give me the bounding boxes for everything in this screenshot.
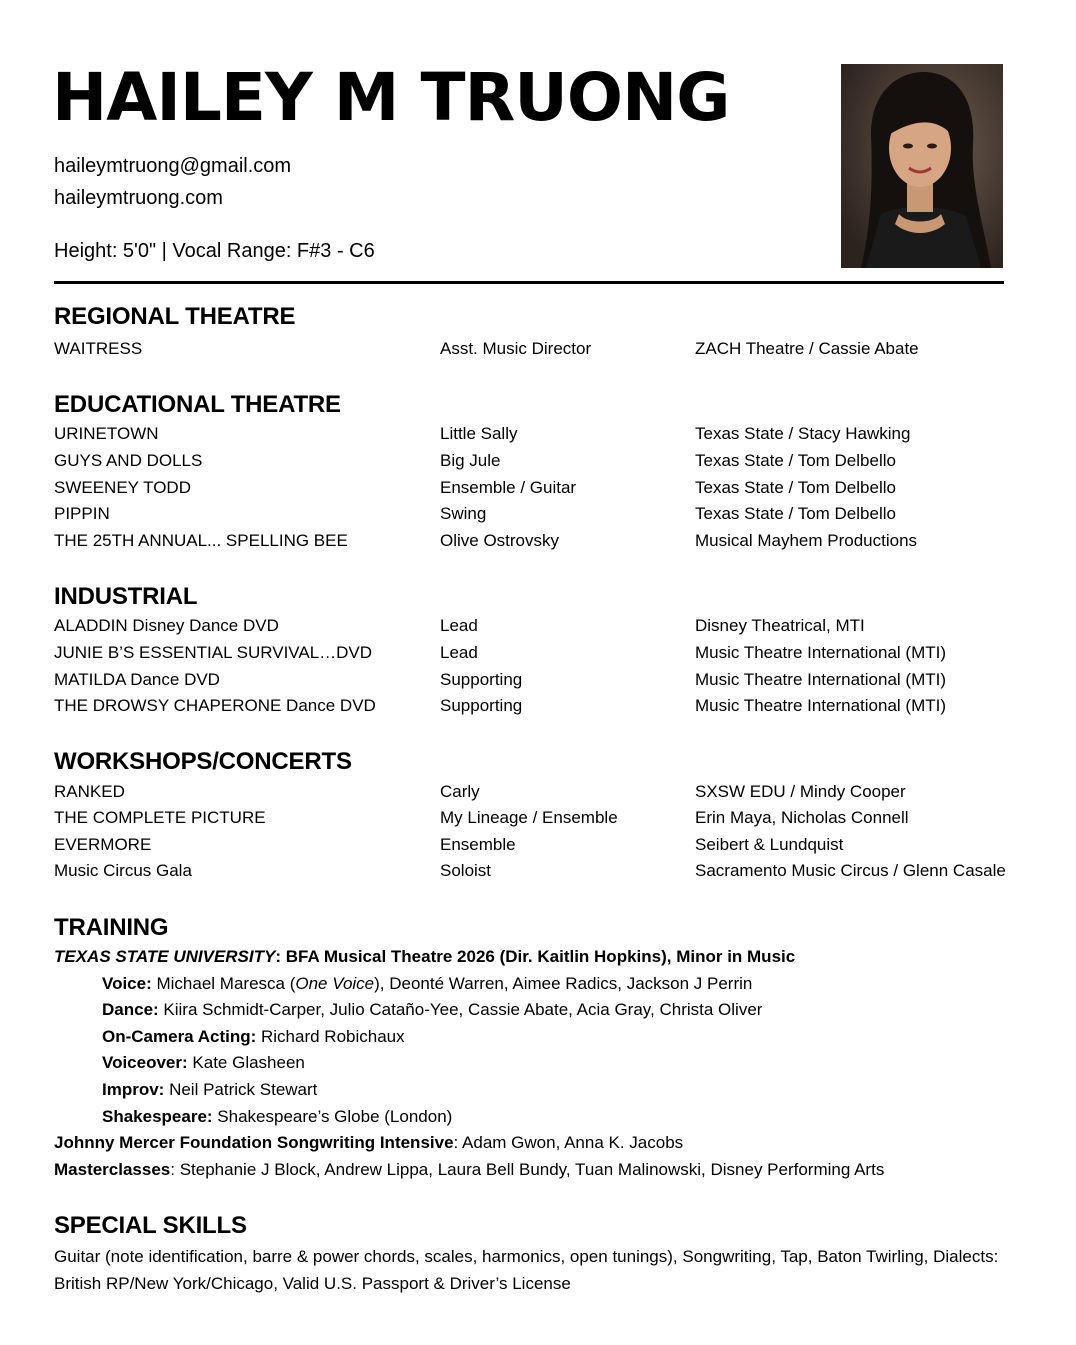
degree-text: : BFA Musical Theatre 2026 (Dir. Kaitlin Hopkins), Minor in Music xyxy=(275,947,796,966)
company: ZACH Theatre / Cassie Abate xyxy=(695,339,919,358)
shakespeare-label: Shakespeare: xyxy=(102,1107,213,1126)
mercer-label: Johnny Mercer Foundation Songwriting Intensive xyxy=(54,1133,454,1152)
section-heading-skills: SPECIAL SKILLS xyxy=(54,1212,247,1239)
table-row xyxy=(0,449,1076,473)
training-shakespeare xyxy=(102,1105,452,1129)
improv-label: Improv: xyxy=(102,1080,165,1099)
company: Texas State / Tom Delbello xyxy=(695,504,896,523)
table-row xyxy=(0,476,1076,500)
table-row xyxy=(0,694,1076,718)
role: My Lineage / Ensemble xyxy=(440,808,618,827)
section-heading-workshops: WORKSHOPS/CONCERTS xyxy=(54,748,352,775)
section-heading-industrial: INDUSTRIAL xyxy=(54,583,198,610)
company: SXSW EDU / Mindy Cooper xyxy=(695,782,906,801)
table-row xyxy=(0,529,1076,553)
voiceover-teachers: Kate Glasheen xyxy=(187,1053,305,1072)
role: Swing xyxy=(440,504,487,523)
university-name: TEXAS STATE UNIVERSITY xyxy=(54,947,276,966)
voice-teachers-pre: Michael Maresca ( xyxy=(151,974,296,993)
table-row xyxy=(0,337,1076,361)
role: Supporting xyxy=(440,670,523,689)
role: Big Jule xyxy=(440,451,501,470)
header-divider xyxy=(54,281,1004,284)
masterclasses-label: Masterclasses xyxy=(54,1160,171,1179)
show-title: THE COMPLETE PICTURE xyxy=(54,808,266,827)
company: Disney Theatrical, MTI xyxy=(695,616,865,635)
special-skills-text: Guitar (note identification, barre & power chords, scales, harmonics, open tunings), Songwriting, Tap, Baton Twirling, Dialects: British RP/New York/Chicago, Valid U.S. Passport & Driver’s License xyxy=(54,1247,999,1293)
company: Erin Maya, Nicholas Connell xyxy=(695,808,909,827)
headshot-photo xyxy=(841,64,1003,268)
height-vocal-range: Height: 5'0" | Vocal Range: F#3 - C6 xyxy=(54,240,375,262)
headshot-illustration xyxy=(841,64,1003,268)
training-voice xyxy=(102,972,752,996)
show-title: THE 25TH ANNUAL... SPELLING BEE xyxy=(54,531,348,550)
show-title: JUNIE B’S ESSENTIAL SURVIVAL…DVD xyxy=(54,643,373,662)
company: Music Theatre International (MTI) xyxy=(695,696,946,715)
show-title: ALADDIN Disney Dance DVD xyxy=(54,616,279,635)
dance-label: Dance: xyxy=(102,1000,159,1019)
role: Ensemble xyxy=(440,835,516,854)
mercer-teachers: : Adam Gwon, Anna K. Jacobs xyxy=(453,1133,684,1152)
company: Texas State / Tom Delbello xyxy=(695,451,896,470)
role: Carly xyxy=(440,782,480,801)
show-title: THE DROWSY CHAPERONE Dance DVD xyxy=(54,696,376,715)
table-row xyxy=(0,641,1076,665)
company: Texas State / Tom Delbello xyxy=(695,478,896,497)
role: Supporting xyxy=(440,696,523,715)
role: Ensemble / Guitar xyxy=(440,478,577,497)
voiceover-label: Voiceover: xyxy=(102,1053,188,1072)
role: Soloist xyxy=(440,861,492,880)
training-camera xyxy=(102,1025,405,1049)
training-dance xyxy=(102,998,762,1022)
show-title: Music Circus Gala xyxy=(54,861,192,880)
shakespeare-teachers: Shakespeare’s Globe (London) xyxy=(212,1107,453,1126)
show-title: EVERMORE xyxy=(54,835,152,854)
training-improv xyxy=(102,1078,317,1102)
section-heading-training: TRAINING xyxy=(54,914,169,941)
table-row xyxy=(0,806,1076,830)
section-heading-regional: REGIONAL THEATRE xyxy=(54,303,296,330)
camera-label: On-Camera Acting: xyxy=(102,1027,257,1046)
company: Music Theatre International (MTI) xyxy=(695,670,946,689)
table-row xyxy=(0,502,1076,526)
improv-teachers: Neil Patrick Stewart xyxy=(164,1080,318,1099)
company: Musical Mayhem Productions xyxy=(695,531,918,550)
show-title: WAITRESS xyxy=(54,339,143,358)
show-title: GUYS AND DOLLS xyxy=(54,451,203,470)
show-title: URINETOWN xyxy=(54,424,159,443)
show-title: MATILDA Dance DVD xyxy=(54,670,220,689)
voice-teachers-italic: One Voice xyxy=(295,974,375,993)
voice-teachers-post: ), Deonté Warren, Aimee Radics, Jackson J Perrin xyxy=(374,974,753,993)
table-row xyxy=(0,833,1076,857)
email-text: haileymtruong@gmail.com xyxy=(54,155,292,177)
show-title: PIPPIN xyxy=(54,504,110,523)
show-title: SWEENEY TODD xyxy=(54,478,191,497)
role: Asst. Music Director xyxy=(440,339,592,358)
training-masterclasses xyxy=(54,1158,884,1182)
voice-label: Voice: xyxy=(102,974,152,993)
table-row xyxy=(0,668,1076,692)
table-row xyxy=(0,780,1076,804)
role: Lead xyxy=(440,643,478,662)
table-row xyxy=(0,859,1076,883)
camera-teachers: Richard Robichaux xyxy=(256,1027,405,1046)
training-university xyxy=(54,945,795,969)
company: Seibert & Lundquist xyxy=(695,835,844,854)
company: Music Theatre International (MTI) xyxy=(695,643,946,662)
role: Lead xyxy=(440,616,478,635)
website-text: haileymtruong.com xyxy=(54,187,223,209)
section-heading-educational: EDUCATIONAL THEATRE xyxy=(54,391,341,418)
training-voiceover xyxy=(102,1051,305,1075)
dance-teachers: Kiira Schmidt-Carper, Julio Cataño-Yee, Cassie Abate, Acia Gray, Christa Oliver xyxy=(158,1000,763,1019)
table-row xyxy=(0,422,1076,446)
company: Texas State / Stacy Hawking xyxy=(695,424,911,443)
resume-name: HAILEY M TRUONG xyxy=(52,59,730,136)
role: Little Sally xyxy=(440,424,518,443)
masterclasses-teachers: : Stephanie J Block, Andrew Lippa, Laura Bell Bundy, Tuan Malinowski, Disney Performing Arts xyxy=(170,1160,885,1179)
company: Sacramento Music Circus / Glenn Casale xyxy=(695,861,1006,880)
show-title: RANKED xyxy=(54,782,125,801)
training-mercer xyxy=(54,1131,683,1155)
table-row xyxy=(0,614,1076,638)
role: Olive Ostrovsky xyxy=(440,531,560,550)
